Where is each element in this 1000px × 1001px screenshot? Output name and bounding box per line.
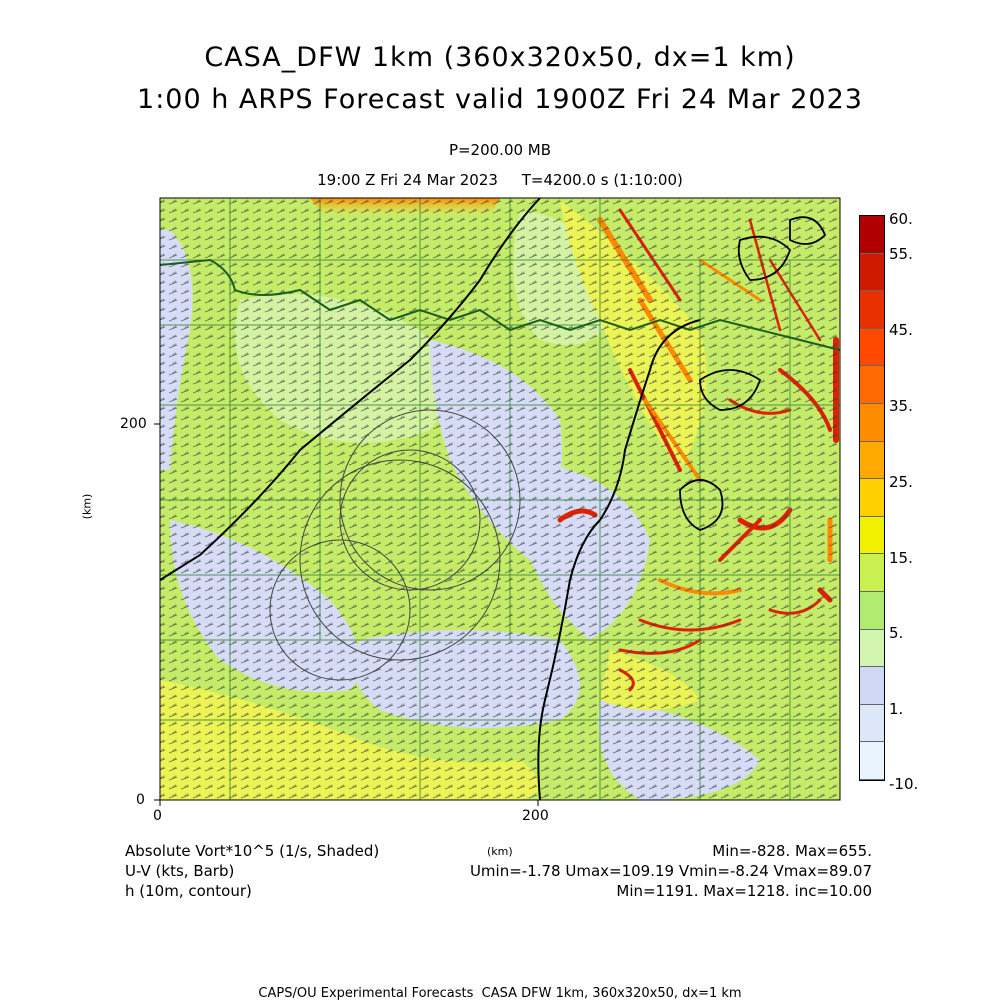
colorbar-segment: [860, 442, 884, 480]
wind-barbs: [160, 198, 840, 800]
colorbar-segment: [860, 254, 884, 292]
colorbar-label: -10.: [889, 775, 919, 793]
title-line1: CASA_DFW 1km (360x320x50, dx=1 km): [204, 42, 796, 73]
y-axis-label: (km): [80, 493, 94, 520]
y-tick-label: 200: [120, 416, 147, 432]
colorbar-segment: [860, 554, 884, 592]
colorbar-label: 1.: [889, 700, 904, 718]
x-tick-label: 200: [522, 808, 549, 824]
pressure-level: P=200.00 MB: [448, 141, 552, 159]
colorbar-segment: [860, 329, 884, 367]
contour-range: Min=1191. Max=1218. inc=10.00: [616, 882, 872, 900]
colorbar-segment: [860, 291, 884, 329]
valid-time: 19:00 Z Fri 24 Mar 2023 T=4200.0 s (1:10:00): [317, 171, 683, 189]
x-axis-label: (km): [487, 845, 513, 858]
colorbar-segment: [860, 705, 884, 743]
footer-credit: CAPS/OU Experimental Forecasts CASA DFW 1km, 360x320x50, dx=1 km: [258, 986, 742, 1001]
colorbar-segment: [860, 667, 884, 705]
colorbar-label: 5.: [889, 624, 904, 642]
colorbar-segment: [860, 592, 884, 630]
colorbar-segment: [860, 216, 884, 254]
colorbar-label: 45.: [889, 321, 913, 339]
colorbar-label: 55.: [889, 245, 913, 263]
colorbar-label: 25.: [889, 473, 913, 491]
x-tick-label: 0: [153, 808, 162, 824]
wind-range: Umin=-1.78 Umax=109.19 Vmin=-8.24 Vmax=89.07: [469, 862, 872, 880]
y-tick-label: 0: [136, 792, 145, 808]
colorbar-segment: [860, 630, 884, 668]
colorbar-label: 60.: [889, 210, 913, 228]
colorbar-segment: [860, 404, 884, 442]
legend-contour: h (10m, contour): [125, 882, 252, 900]
title-line2: 1:00 h ARPS Forecast valid 1900Z Fri 24 Mar 2023: [137, 84, 863, 115]
legend-barb: U-V (kts, Barb): [125, 862, 235, 880]
shade-range: Min=-828. Max=655.: [712, 842, 872, 860]
colorbar-segment: [860, 479, 884, 517]
colorbar: [859, 215, 885, 781]
colorbar-segment: [860, 742, 884, 780]
colorbar-segment: [860, 517, 884, 555]
legend-shaded: Absolute Vort*10^5 (1/s, Shaded): [125, 842, 380, 860]
colorbar-label: 15.: [889, 549, 913, 567]
colorbar-label: 35.: [889, 397, 913, 415]
colorbar-segment: [860, 366, 884, 404]
